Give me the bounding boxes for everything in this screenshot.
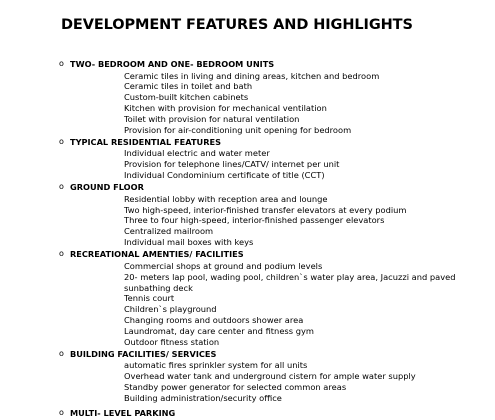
section-building-facilities bbox=[59, 348, 495, 404]
feature-item: Two high-speed, interior-finished transfer elevators at every podium bbox=[124, 204, 407, 215]
bullet-marker: o bbox=[59, 59, 64, 68]
feature-item: Tennis court bbox=[124, 293, 175, 304]
feature-item: Outdoor fitness station bbox=[124, 337, 220, 348]
feature-list bbox=[59, 71, 495, 136]
feature-list bbox=[59, 194, 495, 249]
feature-item: Overhead water tank and underground cistern for ample water supply bbox=[124, 371, 416, 382]
feature-item: Kitchen with provision for mechanical ventilation bbox=[124, 103, 327, 114]
feature-item: Changing rooms and outdoors shower area bbox=[124, 315, 304, 326]
feature-item: Individual mail boxes with keys bbox=[124, 237, 254, 248]
feature-item: Children`s playground bbox=[124, 304, 217, 315]
bullet-marker: o bbox=[59, 182, 64, 192]
feature-item: Laundromat, day care center and fitness gym bbox=[124, 326, 314, 337]
section-heading bbox=[59, 248, 495, 261]
section-heading-text: GROUND FLOOR bbox=[70, 182, 144, 193]
section-heading bbox=[59, 181, 495, 194]
feature-item: Building administration/security office bbox=[124, 393, 282, 404]
feature-list bbox=[59, 261, 495, 348]
feature-list bbox=[59, 360, 495, 404]
feature-item: Residential lobby with reception area and lounge bbox=[124, 193, 328, 204]
section-heading-text: MULTI- LEVEL PARKING bbox=[70, 408, 176, 419]
feature-item: Ceramic tiles in living and dining areas, kitchen and bedroom bbox=[124, 70, 380, 81]
section-heading-text: RECREATIONAL AMENTIES/ FACILITIES bbox=[70, 249, 244, 260]
feature-item: Toilet with provision for natural ventilation bbox=[124, 114, 300, 125]
section-heading bbox=[59, 58, 495, 71]
section-residential-features bbox=[59, 136, 495, 181]
section-unit-types bbox=[59, 58, 495, 136]
feature-item: Centralized mailroom bbox=[124, 226, 214, 237]
section-heading bbox=[59, 407, 495, 420]
bullet-marker: o bbox=[59, 408, 64, 418]
feature-item: Commercial shops at ground and podium levels bbox=[124, 260, 323, 271]
feature-item: Provision for telephone lines/CATV/ internet per unit bbox=[124, 159, 340, 170]
feature-item: Custom-built kitchen cabinets bbox=[124, 92, 249, 103]
section-heading bbox=[59, 136, 495, 149]
feature-item: 20- meters lap pool, wading pool, children`s water play area, Jacuzzi and paved sunbathing deck bbox=[124, 271, 456, 293]
section-multi-level-parking bbox=[59, 407, 495, 420]
feature-item: Ceramic tiles in toilet and bath bbox=[124, 81, 253, 92]
bullet-marker: o bbox=[59, 249, 64, 259]
section-heading-text: TWO- BEDROOM AND ONE- BEDROOM UNITS bbox=[70, 59, 275, 69]
feature-item: Standby power generator for selected common areas bbox=[124, 382, 347, 393]
feature-item: Provision for air-conditioning unit opening for bedroom bbox=[124, 125, 352, 136]
document-title: DEVELOPMENT FEATURES AND HIGHLIGHTS bbox=[61, 17, 413, 33]
feature-item: Individual Condominium certificate of title (CCT) bbox=[124, 170, 325, 181]
section-heading-text: BUILDING FACILITIES/ SERVICES bbox=[70, 348, 217, 359]
section-heading bbox=[59, 348, 495, 361]
section-recreational-amenities bbox=[59, 248, 495, 348]
feature-list bbox=[59, 148, 495, 181]
feature-sections bbox=[59, 58, 495, 420]
bullet-marker: o bbox=[59, 136, 64, 146]
bullet-marker: o bbox=[59, 348, 64, 358]
feature-item: Individual electric and water meter bbox=[124, 148, 270, 159]
section-heading-text: TYPICAL RESIDENTIAL FEATURES bbox=[70, 136, 222, 147]
feature-item: Three to four high-speed, interior-finished passenger elevators bbox=[124, 215, 385, 226]
feature-item: automatic fires sprinkler system for all units bbox=[124, 360, 308, 371]
section-ground-floor bbox=[59, 181, 495, 248]
